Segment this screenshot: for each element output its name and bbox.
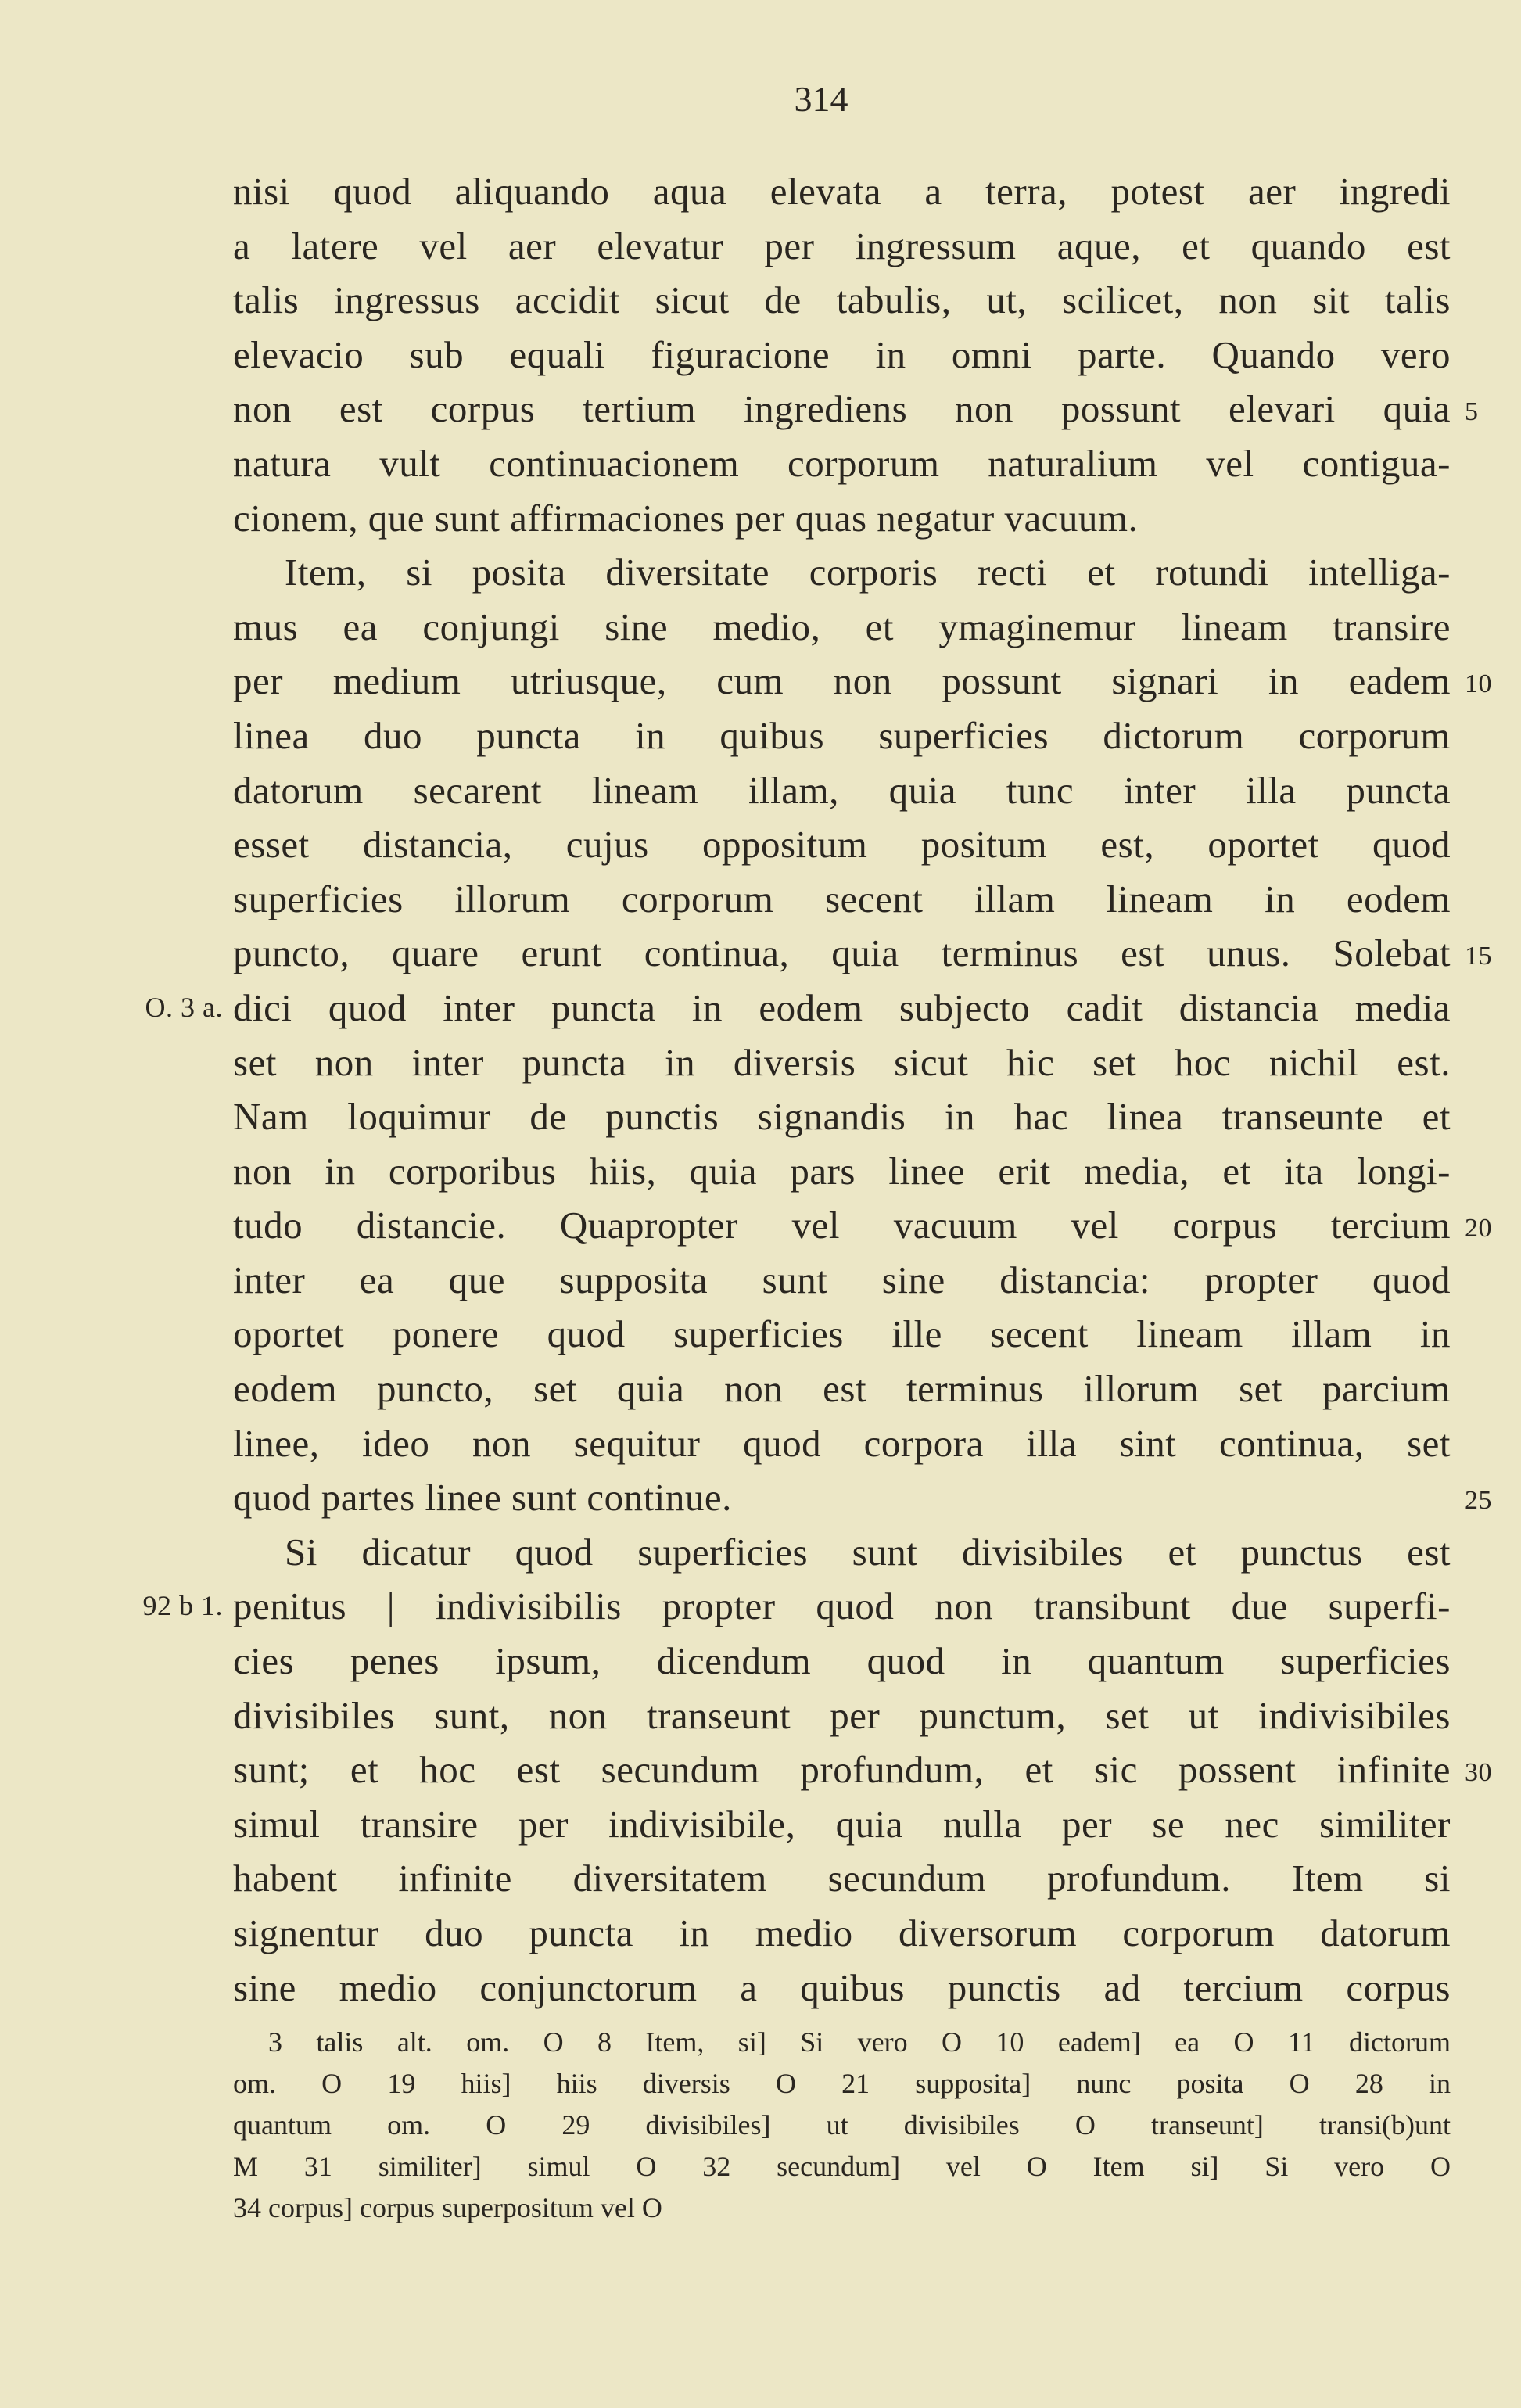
text-line-content: natura vult continuacionem corporum naturalium vel contigua- [233, 441, 1451, 485]
text-line-content: talis ingressus accidit sicut de tabulis, ut, scilicet, non sit talis [233, 278, 1451, 322]
text-line [145, 981, 1451, 1035]
footnote-line: 3 talis alt. om. O 8 Item, si] Si vero O 10 eadem] ea O 11 dictorum [268, 2026, 1451, 2058]
text-line-content: quod partes linee sunt continue. [233, 1476, 732, 1520]
text-line [233, 491, 1451, 546]
text-line-content: sine medio conjunctorum a quibus punctis ad tercium corpus [233, 1965, 1451, 2009]
margin-reference: O. 3 a. [145, 991, 223, 1023]
body-text [142, 164, 1492, 2015]
text-line-content: dici quod inter puncta in eodem subjecto cadit distancia media [233, 985, 1451, 1029]
footnotes [233, 2022, 1451, 2229]
text-line [233, 1961, 1451, 2015]
text-line [233, 1851, 1451, 1906]
text-line-content: per medium utriusque, cum non possunt signari in eadem [233, 659, 1451, 703]
text-line [233, 164, 1451, 219]
text-line-content: superficies illorum corporum secent illam lineam in eodem [233, 877, 1451, 920]
text-line [233, 545, 1451, 600]
line-number: 20 [1465, 1214, 1492, 1243]
text-line [233, 654, 1492, 709]
footnote-line: quantum om. O 29 divisibiles] ut divisibiles O transeunt] transi(b)unt [233, 2109, 1451, 2141]
text-line [233, 1742, 1492, 1797]
text-line-content: non in corporibus hiis, quia pars linee erit media, et ita longi- [233, 1149, 1451, 1193]
line-number: 5 [1465, 397, 1479, 427]
text-line [233, 763, 1451, 818]
text-line-content: tudo distancie. Quapropter vel vacuum vel corpus tercium [233, 1204, 1451, 1247]
text-line-content: a latere vel aer elevatur per ingressum aque, et quando est [233, 224, 1451, 267]
text-line-content: esset distancia, cujus oppositum positum est, oportet quod [233, 823, 1451, 867]
text-line-content: Item, si posita diversitate corporis recti et rotundi intelliga- [285, 551, 1451, 594]
text-line [233, 1470, 1492, 1525]
text-line-content: Nam loquimur de punctis signandis in hac linea transeunte et [233, 1095, 1451, 1139]
margin-reference: 92 b 1. [142, 1590, 223, 1622]
text-line [142, 1579, 1451, 1634]
text-line-content: oportet ponere quod superficies ille secent lineam illam in [233, 1312, 1451, 1356]
text-line-content: eodem puncto, set quia non est terminus illorum set parcium [233, 1367, 1451, 1411]
text-line [233, 1144, 1451, 1199]
text-line-content: mus ea conjungi sine medio, et ymaginemur lineam transire [233, 605, 1451, 648]
line-number: 25 [1465, 1486, 1492, 1516]
footnote-line: 34 corpus] corpus superpositum vel O [233, 2192, 662, 2223]
text-line-content: simul transire per indivisibile, quia nulla per se nec similiter [233, 1802, 1451, 1846]
text-line-content: penitus | indivisibilis propter quod non transibunt due superfi- [233, 1584, 1451, 1628]
line-number: 10 [1465, 669, 1492, 699]
line-number: 30 [1465, 1758, 1492, 1788]
text-line [233, 1525, 1451, 1580]
text-line [233, 1362, 1451, 1416]
text-line-content: sunt; et hoc est secundum profundum, et sic possent infinite [233, 1748, 1451, 1792]
text-line-content: set non inter puncta in diversis sicut hic set hoc nichil est. [233, 1040, 1451, 1084]
text-line-content: non est corpus tertium ingrediens non possunt elevari quia [233, 387, 1451, 431]
text-line [233, 273, 1451, 328]
text-line-content: cionem, que sunt affirmaciones per quas negatur vacuum. [233, 496, 1139, 540]
text-line [233, 382, 1479, 436]
page-number: 314 [794, 79, 848, 119]
text-line [233, 1416, 1451, 1471]
text-line-content: elevacio sub equali figuracione in omni parte. Quando vero [233, 332, 1451, 376]
text-line-content: linea duo puncta in quibus superficies dictorum corporum [233, 713, 1451, 757]
text-line-content: puncto, quare erunt continua, quia terminus est unus. Solebat [233, 931, 1451, 975]
footnote-line: M 31 similiter] simul O 32 secundum] vel O Item si] Si vero O [233, 2151, 1451, 2182]
line-number: 15 [1465, 942, 1492, 971]
text-line [233, 219, 1451, 274]
text-line [233, 709, 1451, 763]
text-line [233, 328, 1451, 382]
footnote-line: om. O 19 hiis] hiis diversis O 21 supposita] nunc posita O 28 in [233, 2068, 1451, 2099]
text-line [233, 1688, 1451, 1743]
text-line [233, 600, 1451, 655]
text-line-content: inter ea que supposita sunt sine distancia: propter quod [233, 1258, 1451, 1301]
text-line [233, 926, 1492, 981]
text-line [233, 1634, 1451, 1688]
text-line [233, 1906, 1451, 1961]
text-line-content: linee, ideo non sequitur quod corpora illa sint continua, set [233, 1421, 1451, 1465]
text-line-content: datorum secarent lineam illam, quia tunc inter illa puncta [233, 768, 1451, 812]
text-line-content: signentur duo puncta in medio diversorum corporum datorum [233, 1911, 1451, 1954]
text-line [233, 1089, 1451, 1144]
text-line-content: nisi quod aliquando aqua elevata a terra, potest aer ingredi [233, 170, 1451, 213]
text-line-content: divisibiles sunt, non transeunt per punctum, set ut indivisibiles [233, 1693, 1451, 1737]
text-line-content: Si dicatur quod superficies sunt divisibiles et punctus est [285, 1530, 1451, 1574]
text-line [233, 872, 1451, 927]
text-line [233, 1198, 1492, 1253]
text-line [233, 1797, 1451, 1852]
text-line [233, 1035, 1451, 1090]
text-line [233, 436, 1451, 491]
text-line-content: cies penes ipsum, dicendum quod in quantum superficies [233, 1639, 1451, 1683]
text-line-content: habent infinite diversitatem secundum profundum. Item si [233, 1857, 1451, 1900]
text-line [233, 1253, 1451, 1308]
text-line [233, 1307, 1451, 1362]
text-line [233, 817, 1451, 872]
